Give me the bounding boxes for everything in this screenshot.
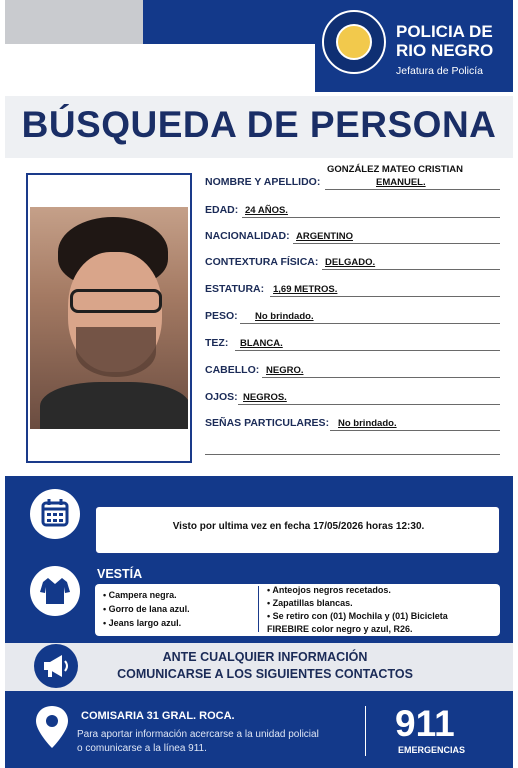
seal-sun-icon bbox=[336, 24, 372, 60]
org-line-2: RIO NEGRO bbox=[396, 41, 494, 60]
station-info bbox=[77, 728, 362, 756]
last-seen-box bbox=[95, 506, 500, 554]
clothing-divider bbox=[258, 586, 259, 632]
field-value: No brindado. bbox=[255, 311, 314, 322]
emergency-number: 911 bbox=[395, 703, 455, 744]
shirt-icon bbox=[30, 566, 80, 616]
name-value-line-1: GONZÁLEZ MATEO CRISTIAN bbox=[327, 164, 463, 175]
field-value: 24 AÑOS. bbox=[245, 205, 288, 216]
field-value: ARGENTINO bbox=[296, 231, 353, 242]
clothing-heading: VESTÍA bbox=[97, 567, 143, 581]
org-subtitle: Jefatura de Policía bbox=[396, 65, 483, 77]
footer-divider bbox=[365, 706, 366, 756]
org-title bbox=[396, 22, 493, 60]
field-value: NEGRO. bbox=[266, 365, 304, 376]
emergency-label: EMERGENCIAS bbox=[398, 745, 466, 755]
clothing-item: • Campera negra. bbox=[103, 590, 177, 600]
clothing-box bbox=[95, 584, 500, 636]
last-seen-text: Visto por ultima vez en fecha 17/05/2026 horas 12:30. bbox=[172, 521, 425, 532]
clothing-item: • Jeans largo azul. bbox=[103, 618, 182, 628]
page-title: BÚSQUEDA DE PERSONA bbox=[21, 104, 497, 145]
header-gray-block bbox=[5, 0, 143, 44]
org-line-1: POLICIA DE bbox=[396, 22, 493, 41]
name-value-line-2: EMANUEL. bbox=[376, 177, 426, 188]
contact-line-2: COMUNICARSE A LOS SIGUIENTES CONTACTOS bbox=[117, 667, 413, 681]
clothing-item: • Zapatillas blancas. bbox=[267, 598, 353, 608]
station-info-line-1: Para aportar información acercarse a la unidad policial bbox=[77, 729, 319, 740]
field-value: 1,69 METROS. bbox=[273, 284, 338, 295]
photo-frame bbox=[26, 173, 192, 463]
police-seal bbox=[322, 10, 386, 74]
megaphone-icon bbox=[34, 644, 78, 688]
field-value: NEGROS. bbox=[243, 392, 287, 403]
location-pin-icon bbox=[30, 702, 74, 752]
field-value: DELGADO. bbox=[325, 257, 376, 268]
person-photo bbox=[30, 207, 188, 429]
clothing-item: • Gorro de lana azul. bbox=[103, 604, 190, 614]
station-name: COMISARIA 31 GRAL. ROCA. bbox=[81, 710, 235, 722]
contact-line-1: ANTE CUALQUIER INFORMACIÓN bbox=[162, 650, 368, 664]
field-value: No brindado. bbox=[338, 418, 397, 429]
blank-line bbox=[205, 454, 500, 455]
clothing-item: FIREBIRE color negro y azul, R26. bbox=[267, 624, 413, 634]
clothing-item: • Anteojos negros recetados. bbox=[267, 585, 391, 595]
calendar-icon bbox=[30, 489, 80, 539]
field-value: BLANCA. bbox=[240, 338, 283, 349]
missing-person-poster: POLICIA DE RIO NEGRO Jefatura de Policía BÚSQUEDA DE PERSONA GONZÁLEZ MATEO CRISTIAN EMANUEL. NOMBRE Y APELLIDO: EDAD: 24 AÑOS. NACIONALIDAD: ARGENTINO CONTEXTURA FÍSICA: DELGADO. ESTATURA: 1,69 METROS. PESO: No brindado. TEZ: BLANCA. CABELLO: NEGRO. OJOS: NEGROS. SEÑAS PARTICULARES: No brindado. Visto por ultima vez en fecha 17/05/2026 horas 12:30. VESTÍA • Campera negra. • Gorro de lana azul. • Jeans largo azul. • Anteojos negros recetados. • Zapatillas blancas. • Se retiro con (01) Mochila y (01) Bicicleta FIREBIRE color negro y azul, R26. ANTE CUALQUIER INFORMACIÓN COMUNICARSE A LOS SIGUIENTES CONTACTOS COMISARIA 31 GRAL. ROCA. Para aportar información acercarse a la unidad policial o comunicarse a la línea 911. 911 EMERGENCIAS bbox=[5, 0, 513, 768]
contact-message bbox=[75, 649, 455, 683]
station-info-line-2: o comunicarse a la línea 911. bbox=[77, 743, 207, 754]
clothing-item: • Se retiro con (01) Mochila y (01) Bicicleta bbox=[267, 611, 448, 621]
field-label: NOMBRE Y APELLIDO: bbox=[205, 176, 321, 188]
